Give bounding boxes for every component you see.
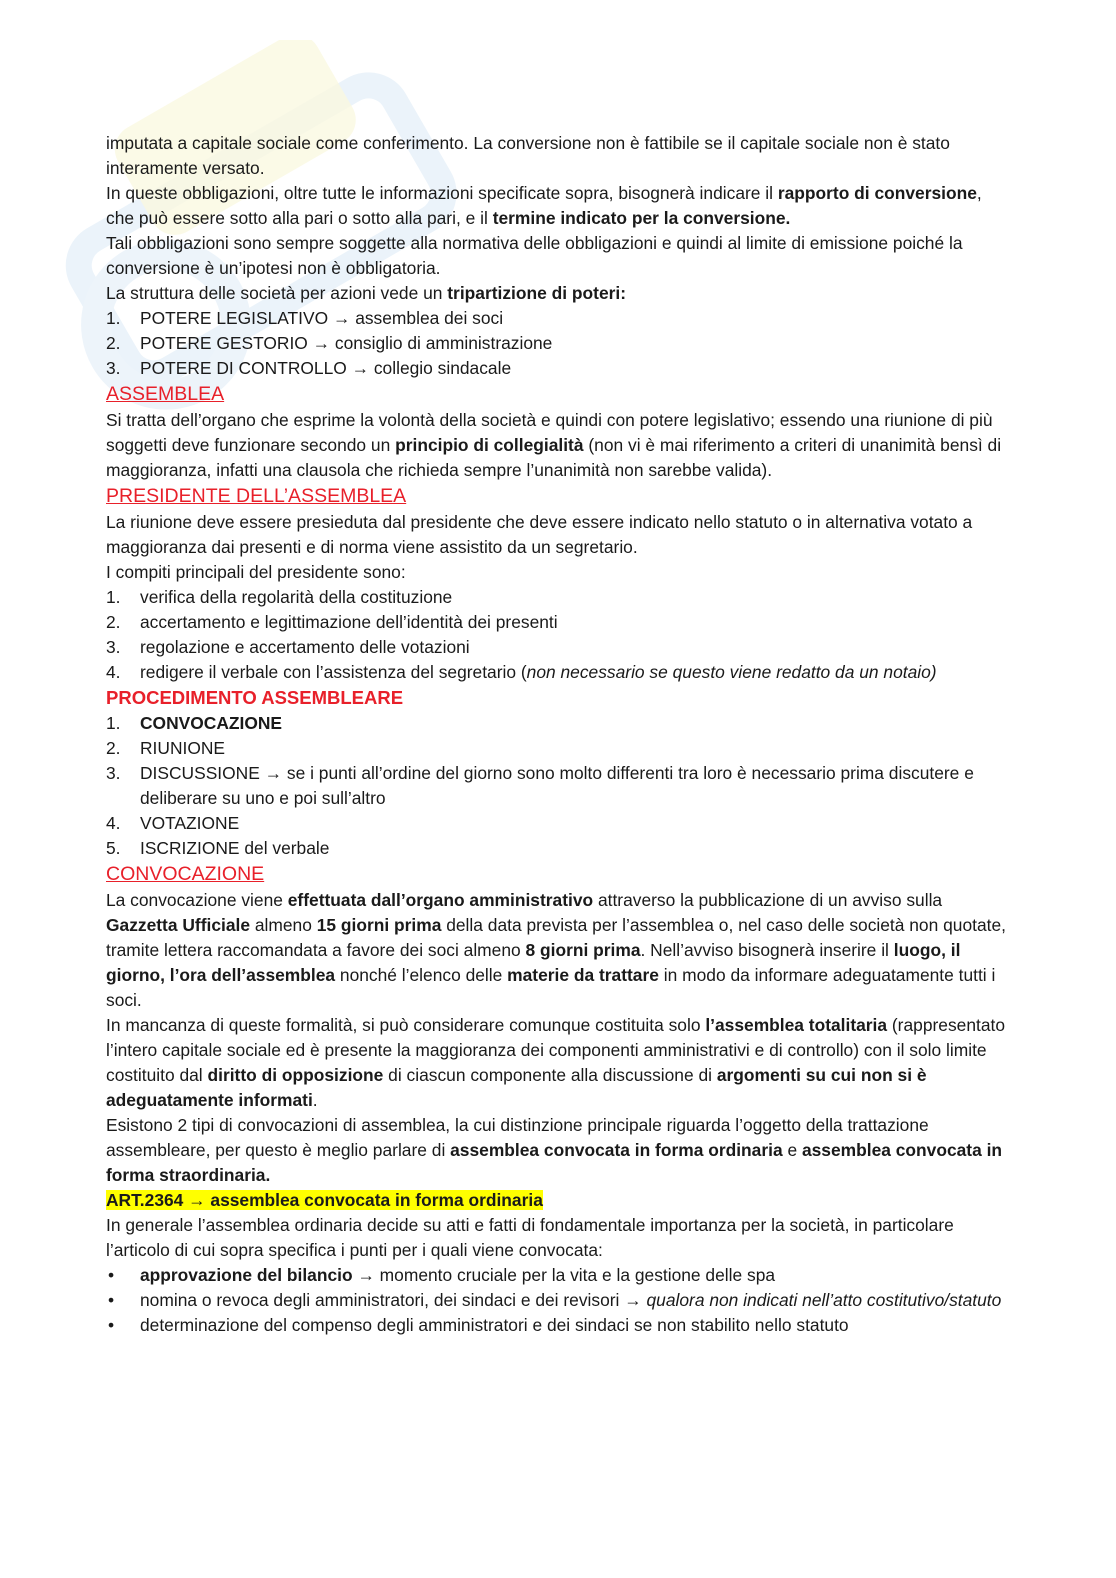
list-item: 4. VOTAZIONE xyxy=(106,813,240,833)
paragraph-totalitaria: In mancanza di queste formalità, si può considerare comunque costituita solo l’assemblea totalitaria (rappresentato l’intero capitale sociale ed è presente la maggioranza dei componenti amministrativi e di controllo) con il solo limite costituito dal diritto di opposizione di ciascun componente alla discussione di argomenti su cui non si è adeguatamente informati. xyxy=(106,1015,1006,1110)
paragraph-ordinaria: In generale l’assemblea ordinaria decide su atti e fatti di fondamentale importanza per la società, in particolare l’articolo di cui sopra specifica i punti per i quali viene convocata: xyxy=(106,1215,954,1260)
heading-presidente: PRESIDENTE DELL’ASSEMBLEA xyxy=(106,485,407,507)
list-item: 3. POTERE DI CONTROLLO → collegio sindacale xyxy=(106,358,512,378)
arrow-right-icon: → xyxy=(312,333,331,353)
heading-procedimento: PROCEDIMENTO ASSEMBLEARE xyxy=(106,687,404,708)
list-item: 2. RIUNIONE xyxy=(106,738,226,758)
heading-assemblea: ASSEMBLEA xyxy=(106,383,225,405)
arrow-right-icon: → xyxy=(264,763,283,783)
list-item: • nomina o revoca degli amministratori, dei sindaci e dei revisori → qualora non indicati nell’atto costitutivo/statuto xyxy=(106,1288,1006,1313)
procedimento-list xyxy=(106,711,1006,861)
list-item: • determinazione del compenso degli amministratori e dei sindaci se non stabilito nello statuto xyxy=(106,1313,1006,1338)
arrow-right-icon: → xyxy=(332,308,351,328)
ordinaria-bullet-list xyxy=(106,1263,1006,1338)
paragraph-conversione: imputata a capitale sociale come conferimento. La conversione non è fattibile se il capitale sociale non è stato interamente versato. xyxy=(106,133,950,178)
paragraph-presidente: La riunione deve essere presieduta dal presidente che deve essere indicato nello statuto o in alternativa votato a maggioranza dai presenti e di norma viene assistito da un segretario. xyxy=(106,512,973,557)
compiti-list xyxy=(106,585,1006,685)
list-item: 2. accertamento e legittimazione dell’identità dei presenti xyxy=(106,612,558,632)
poteri-list xyxy=(106,306,1006,381)
heading-art-2364: ART.2364 → assemblea convocata in forma ordinaria xyxy=(106,1190,543,1210)
paragraph-assemblea: Si tratta dell’organo che esprime la volontà della società e quindi con potere legislativo; essendo una riunione di più soggetti deve funzionare secondo un principio di collegialità (non vi è mai riferimento a criteri di unanimità bensì di maggioranza, infatti una clausola che richieda sempre l’unanimità non sarebbe valida). xyxy=(106,410,1002,480)
heading-convocazione: CONVOCAZIONE xyxy=(106,863,265,885)
paragraph-rapporto-conversione: In queste obbligazioni, oltre tutte le informazioni specificate sopra, bisognerà indicare il rapporto di conversione, che può essere sotto alla pari o sotto alla pari, e il termine indicato per la conversione. xyxy=(106,183,982,228)
arrow-right-icon: → xyxy=(188,1190,206,1210)
list-item: 1. CONVOCAZIONE xyxy=(106,713,283,733)
list-item: 4. redigere il verbale con l’assistenza del segretario (non necessario se questo viene redatto da un notaio) xyxy=(106,662,937,682)
paragraph-tripartizione: La struttura delle società per azioni vede un tripartizione di poteri: xyxy=(106,283,627,303)
list-item: 5. ISCRIZIONE del verbale xyxy=(106,838,330,858)
paragraph-convocazione: La convocazione viene effettuata dall’organo amministrativo attraverso la pubblicazione di un avviso sulla Gazzetta Ufficiale almeno 15 giorni prima della data prevista per l’assemblea o, nel caso delle società non quotate, tramite lettera raccomandata a favore dei soci almeno 8 giorni prima. Nell’avviso bisognerà inserire il luogo, il giorno, l’ora dell’assemblea nonché l’elenco delle materie da trattare in modo da informare adeguatamente tutti i soci. xyxy=(106,890,1006,1010)
list-item: 1. POTERE LEGISLATIVO → assemblea dei soci xyxy=(106,308,504,328)
list-item: 3. regolazione e accertamento delle votazioni xyxy=(106,637,470,657)
document-page xyxy=(106,131,1006,1338)
arrow-right-icon: → xyxy=(352,1265,380,1285)
arrow-right-icon: → xyxy=(624,1290,642,1310)
list-item: • approvazione del bilancio → momento cruciale per la vita e la gestione delle spa xyxy=(106,1263,1006,1288)
list-item: 2. POTERE GESTORIO → consiglio di amministrazione xyxy=(106,333,553,353)
bullet-icon: • xyxy=(108,1290,115,1310)
paragraph-compiti-intro: I compiti principali del presidente sono: xyxy=(106,562,406,582)
bullet-icon: • xyxy=(108,1315,115,1335)
list-item: 3. DISCUSSIONE → se i punti all’ordine del giorno sono molto differenti tra loro è necessario prima discutere e deliberare su uno e poi sull’altro xyxy=(106,763,974,808)
paragraph-tipi-convocazioni: Esistono 2 tipi di convocazioni di assemblea, la cui distinzione principale riguarda l’oggetto della trattazione assembleare, per questo è meglio parlare di assemblea convocata in forma ordinaria e assemblea convocata in forma straordinaria. xyxy=(106,1115,1003,1185)
bullet-icon: • xyxy=(108,1265,115,1285)
list-item: 1. verifica della regolarità della costituzione xyxy=(106,587,453,607)
paragraph-normativa: Tali obbligazioni sono sempre soggette alla normativa delle obbligazioni e quindi al limite di emissione poiché la conversione è un’ipotesi non è obbligatoria. xyxy=(106,233,963,278)
arrow-right-icon: → xyxy=(351,358,370,378)
